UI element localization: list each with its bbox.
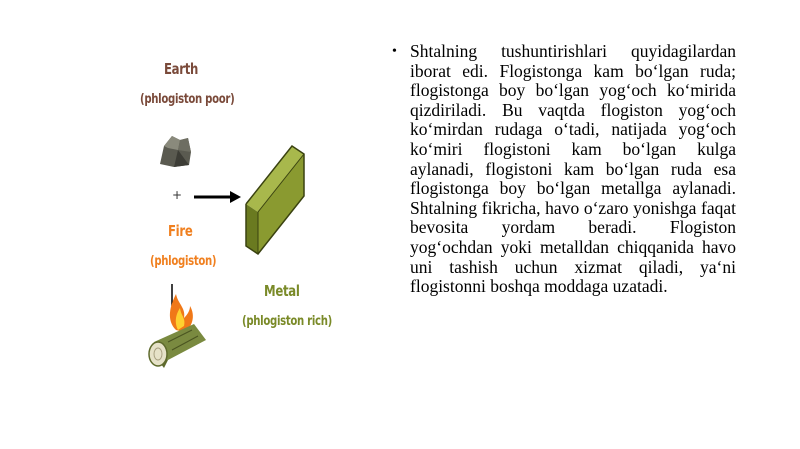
metal-title: Metal <box>264 282 300 300</box>
plus-sign: + <box>172 188 183 202</box>
fire-title: Fire <box>168 222 193 240</box>
metal-subtitle: (phlogiston rich) <box>242 314 332 329</box>
explanation-text <box>392 42 736 297</box>
burning-log-icon <box>148 288 210 370</box>
arrow-right-icon <box>194 190 242 204</box>
earth-title: Earth <box>164 60 199 78</box>
bullet-item <box>392 42 736 297</box>
earth-subtitle: (phlogiston poor) <box>140 92 235 107</box>
bullet-dot: • <box>392 44 397 59</box>
fire-subtitle: (phlogiston) <box>150 254 217 269</box>
metal-bar-icon <box>242 142 308 258</box>
phlogiston-diagram <box>130 50 330 390</box>
ore-rock-icon <box>156 132 194 168</box>
bullet-paragraph: Shtalning tushuntirishlari quyidagilardan iborat edi. Flogistonga kam bo‘lgan ruda; flogistonga boy bo‘lgan yog‘och ko‘mirida qizdiriladi. Bu vaqtda flogiston yog‘och ko‘mirdan rudaga o‘tadi, natijada yog‘och ko‘miri flogistoni kam bo‘lgan kulga aylanadi, flogistoni kam bo‘lgan ruda esa flogistonga boy bo‘lgan metallga aylanadi. Shtalning fikricha, havo o‘zaro yonishga faqat bevosita yordam beradi. Flogiston yog‘ochdan yoki metalldan chiqqanida havo uni tashish uchun xizmat qiladi, ya‘ni flogistonni boshqa moddaga uzatadi. <box>410 41 736 297</box>
